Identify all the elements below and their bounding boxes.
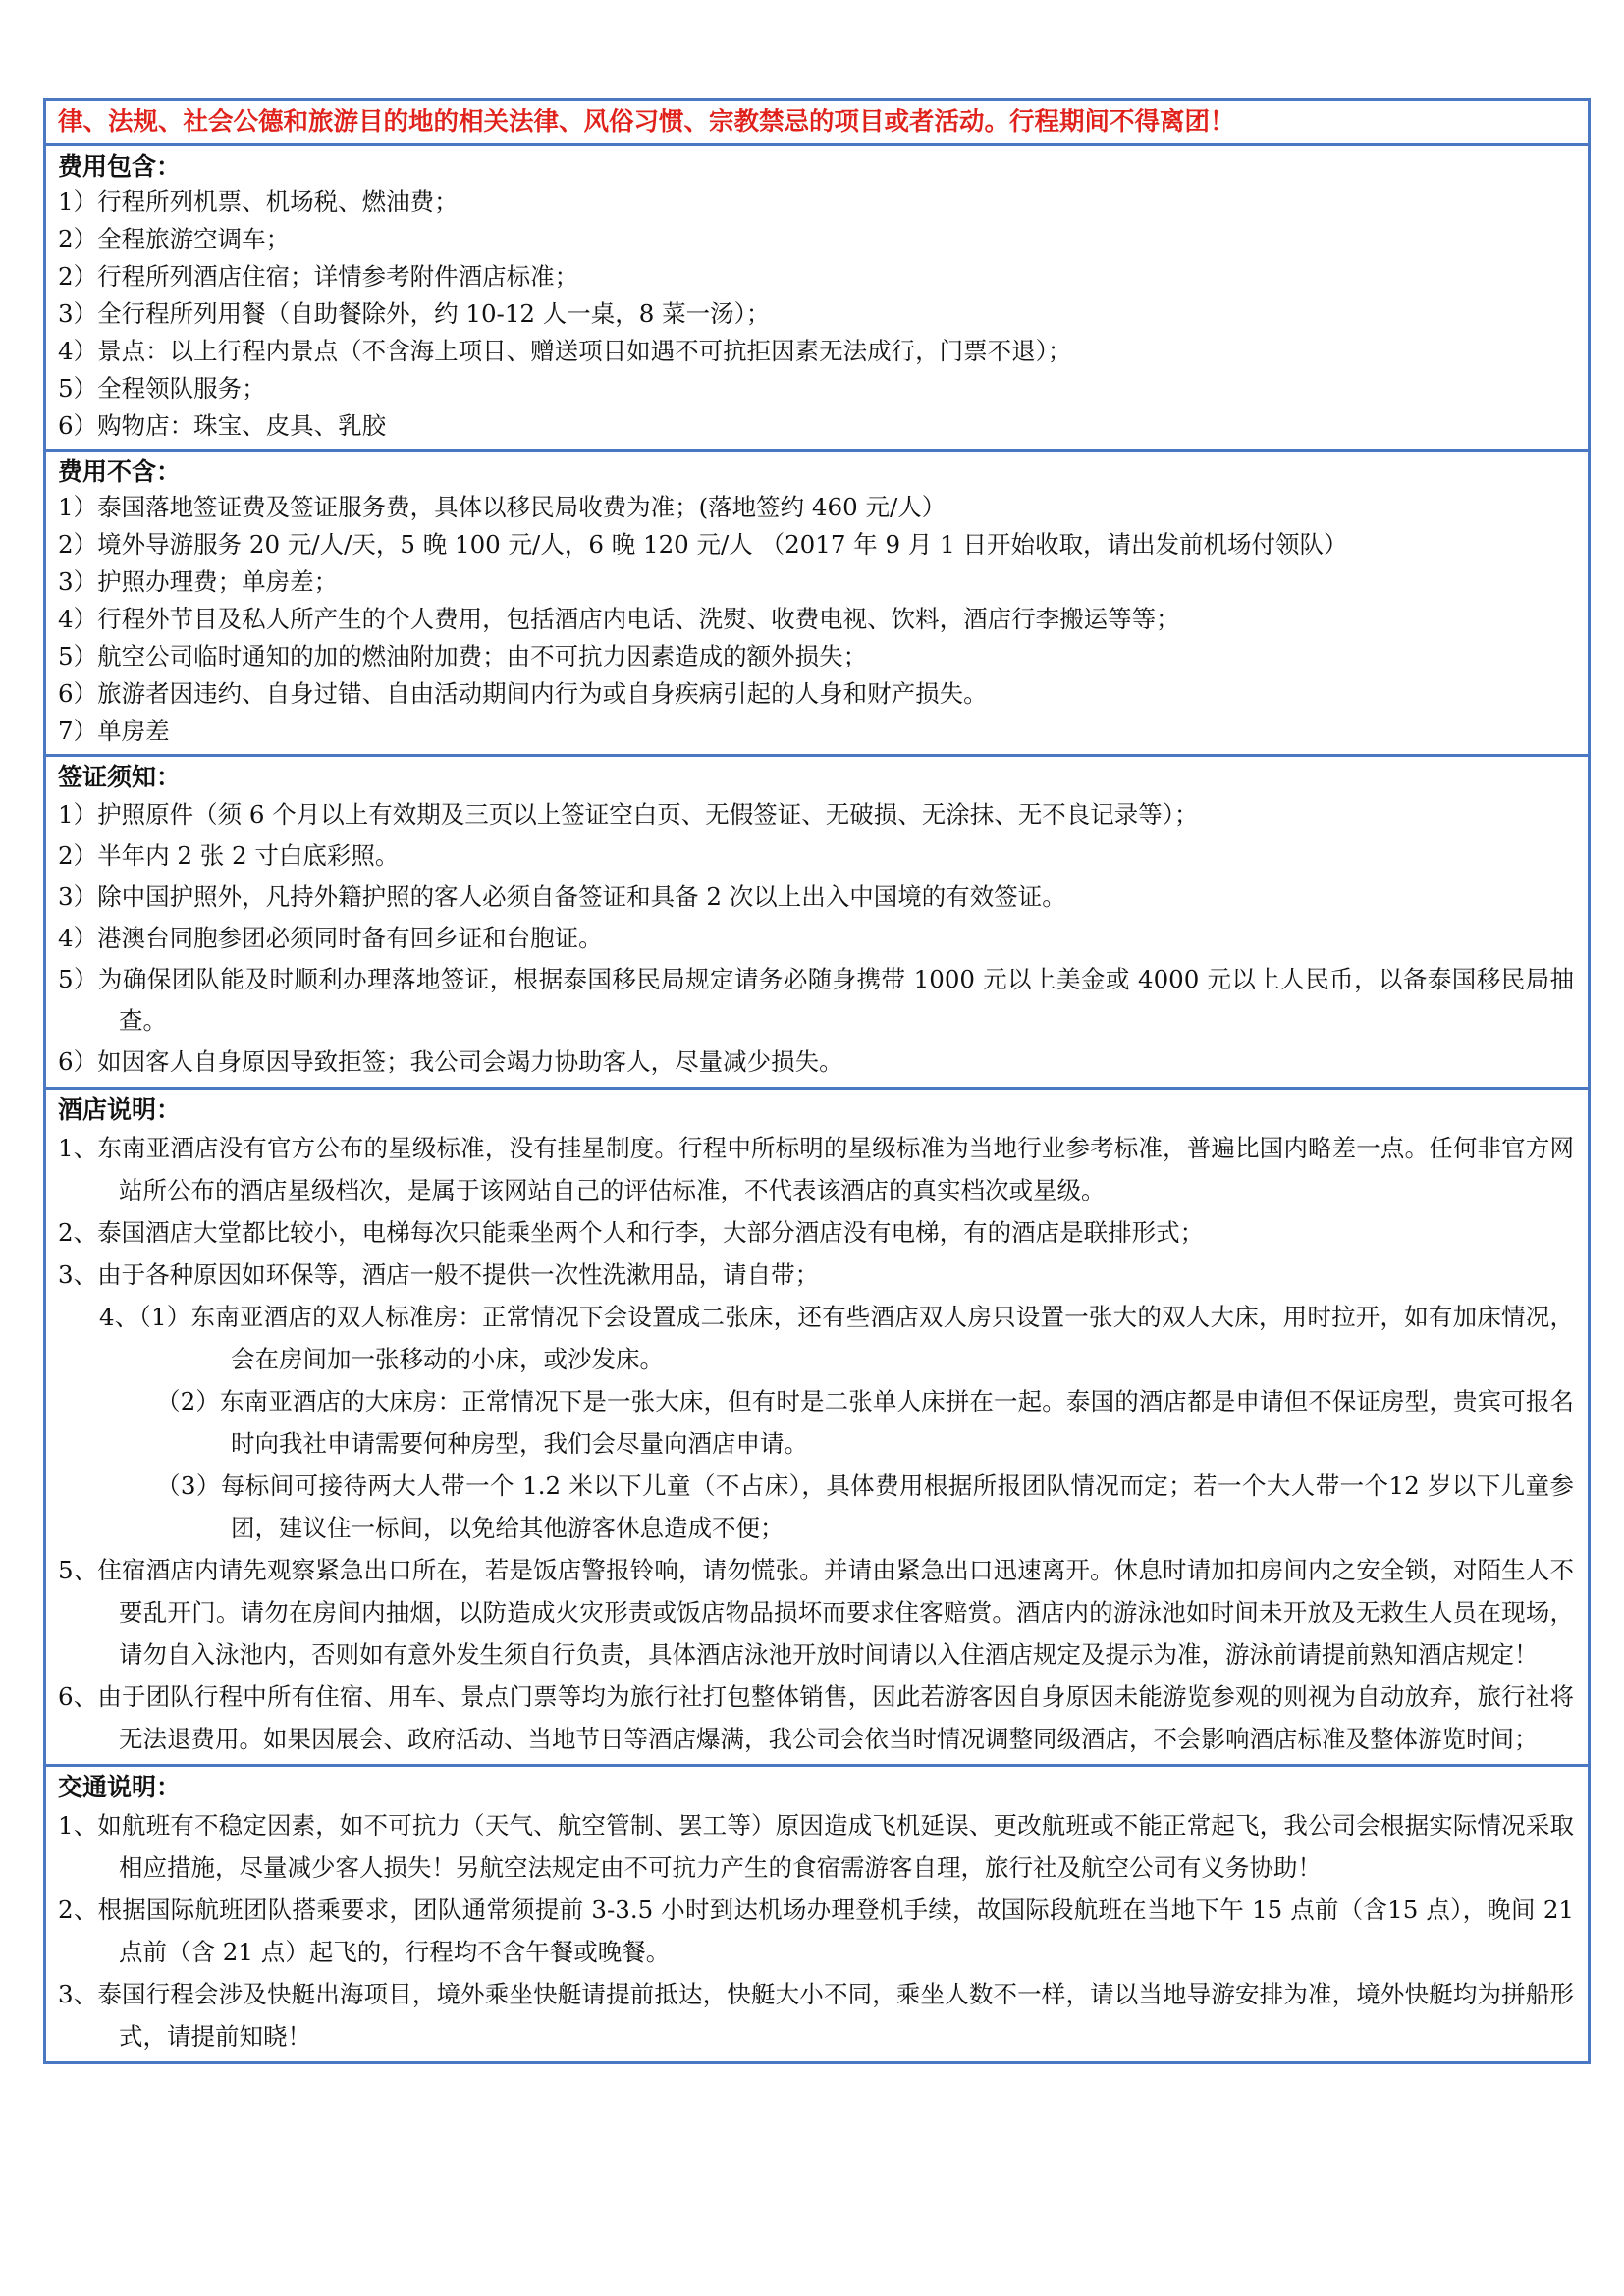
list-item: 1）护照原件（须 6 个月以上有效期及三页以上签证空白页、无假签证、无破损、无涂抹、无不良记录等）；: [58, 800, 1199, 828]
list-item: 4）景点：以上行程内景点（不含海上项目、赠送项目如遇不可抗拒因素无法成行，门票不退）；: [58, 337, 1072, 365]
list-item: 7）单房差: [58, 717, 170, 745]
list-item: 3）除中国护照外，凡持外籍护照的客人必须自备签证和具备 2 次以上出入中国境的有效签证。: [58, 882, 1066, 911]
list-item: 1）泰国落地签证费及签证服务费，具体以移民局收费为准；(落地签约 460 元/人）: [58, 493, 947, 521]
fees-included-title: 费用包含：: [58, 152, 182, 181]
list-item: 2）行程所列酒店住宿；详情参考附件酒店标准；: [58, 262, 579, 291]
list-item: 1、东南亚酒店没有官方公布的星级标准，没有挂星制度。行程中所标明的星级标准为当地行业参考标准，普遍比国内略差一点。任何非官方网站所公布的酒店星级档次，是属于该网站自己的评估标准，不代表该酒店的真实档次或星级。: [58, 1134, 1574, 1204]
list-item: 4）行程外节目及私人所产生的个人费用，包括酒店内电话、洗熨、收费电视、饮料，酒店行李搬运等等；: [58, 605, 1180, 633]
list-item: 2、根据国际航班团队搭乘要求，团队通常须提前 3-3.5 小时到达机场办理登机手续，故国际段航班在当地下午 15 点前（含15 点），晚间 21 点前（含 21 点）起飞的，行程均不含午餐或晚餐。: [58, 1896, 1574, 1966]
list-item: 3）全行程所列用餐（自助餐除外，约 10-12 人一桌，8 菜一汤）；: [58, 299, 771, 328]
traffic-notice-section: [46, 1764, 1588, 2061]
list-item: 5）航空公司临时通知的加的燃油附加费；由不可抗力因素造成的额外损失；: [58, 642, 868, 670]
list-item: 3）护照办理费；单房差；: [58, 567, 339, 596]
fees-excluded-section: [46, 449, 1588, 754]
hotel-notice-title: 酒店说明：: [58, 1095, 182, 1124]
list-item: （2）东南亚酒店的大床房：正常情况下是一张大床，但有时是二张单人床拼在一起。泰国的酒店都是申请但不保证房型，贵宾可报名时向我社申请需要何种房型，我们会尽量向酒店申请。: [156, 1387, 1574, 1458]
list-item: 6）旅游者因违约、自身过错、自由活动期间内行为或自身疾病引起的人身和财产损失。: [58, 679, 988, 708]
list-item: 2）半年内 2 张 2 寸白底彩照。: [58, 841, 400, 870]
visa-notice-title: 签证须知：: [58, 763, 182, 791]
conduct-notice-row: [46, 101, 1588, 143]
hotel-notice-section: [46, 1087, 1588, 1764]
list-item: 6、由于团队行程中所有住宿、用车、景点门票等均为旅行社打包整体销售，因此若游客因自身原因未能游览参观的则视为自动放弃，旅行社将无法退费用。如果因展会、政府活动、当地节日等酒店爆满，我公司会依当时情况调整同级酒店，不会影响酒店标准及整体游览时间；: [58, 1682, 1574, 1753]
notice-table: [43, 98, 1591, 2064]
list-item: 6）购物店：珠宝、皮具、乳胶: [58, 411, 387, 440]
visa-notice-section: [46, 754, 1588, 1087]
list-item: 4）港澳台同胞参团必须同时备有回乡证和台胞证。: [58, 924, 603, 952]
list-item: 3、由于各种原因如环保等，酒店一般不提供一次性洗漱用品，请自带；: [58, 1260, 820, 1289]
list-item: 5）全程领队服务；: [58, 374, 266, 402]
fees-included-section: [46, 143, 1588, 449]
list-item: 4、（1）东南亚酒店的双人标准房：正常情况下会设置成二张床，还有些酒店双人房只设置一张大的双人大床，用时拉开，如有加床情况，会在房间加一张移动的小床，或沙发床。: [99, 1303, 1574, 1373]
list-item: 2、泰国酒店大堂都比较小，电梯每次只能乘坐两个人和行李，大部分酒店没有电梯，有的酒店是联排形式；: [58, 1218, 1205, 1247]
list-item: 2）全程旅游空调车；: [58, 225, 291, 253]
fees-excluded-title: 费用不含：: [58, 457, 182, 486]
list-item: 6）如因客人自身原因导致拒签；我公司会竭力协助客人，尽量减少损失。: [58, 1047, 843, 1076]
list-item: 1、如航班有不稳定因素，如不可抗力（天气、航空管制、罢工等）原因造成飞机延误、更改航班或不能正常起飞，我公司会根据实际情况采取相应措施，尽量减少客人损失！另航空法规定由不可抗力产生的食宿需游客自理，旅行社及航空公司有义务协助！: [58, 1811, 1574, 1882]
conduct-notice-text: 律、法规、社会公德和旅游目的地的相关法律、风俗习惯、宗教禁忌的项目或者活动。行程期间不得离团！: [58, 107, 1235, 136]
traffic-notice-title: 交通说明：: [58, 1773, 182, 1801]
list-item: 5、住宿酒店内请先观察紧急出口所在，若是饭店警报铃响，请勿慌张。并请由紧急出口迅速离开。休息时请加扣房间内之安全锁，对陌生人不要乱开门。请勿在房间内抽烟，以防造成火灾形责或饭店物品损坏而要求住客赔赏。酒店内的游泳池如时间未开放及无救生人员在现场，请勿自入泳池内，否则如有意外发生须自行负责，具体酒店泳池开放时间请以入住酒店规定及提示为准，游泳前请提前熟知酒店规定！: [58, 1556, 1574, 1669]
list-item: 2）境外导游服务 20 元/人/天，5 晚 100 元/人，6 晚 120 元/人 （2017 年 9 月 1 日开始收取，请出发前机场付领队）: [58, 530, 1348, 559]
list-item: 3、泰国行程会涉及快艇出海项目，境外乘坐快艇请提前抵达，快艇大小不同，乘坐人数不一样，请以当地导游安排为准，境外快艇均为拼船形式，请提前知晓！: [58, 1980, 1574, 2051]
list-item: 5）为确保团队能及时顺利办理落地签证，根据泰国移民局规定请务必随身携带 1000 元以上美金或 4000 元以上人民币，以备泰国移民局抽查。: [58, 965, 1574, 1035]
list-item: （3）每标间可接待两大人带一个 1.2 米以下儿童（不占床），具体费用根据所报团队情况而定；若一个大人带一个12 岁以下儿童参团，建议住一标间，以免给其他游客休息造成不便；: [156, 1471, 1574, 1542]
list-item: 1）行程所列机票、机场税、燃油费；: [58, 187, 459, 216]
